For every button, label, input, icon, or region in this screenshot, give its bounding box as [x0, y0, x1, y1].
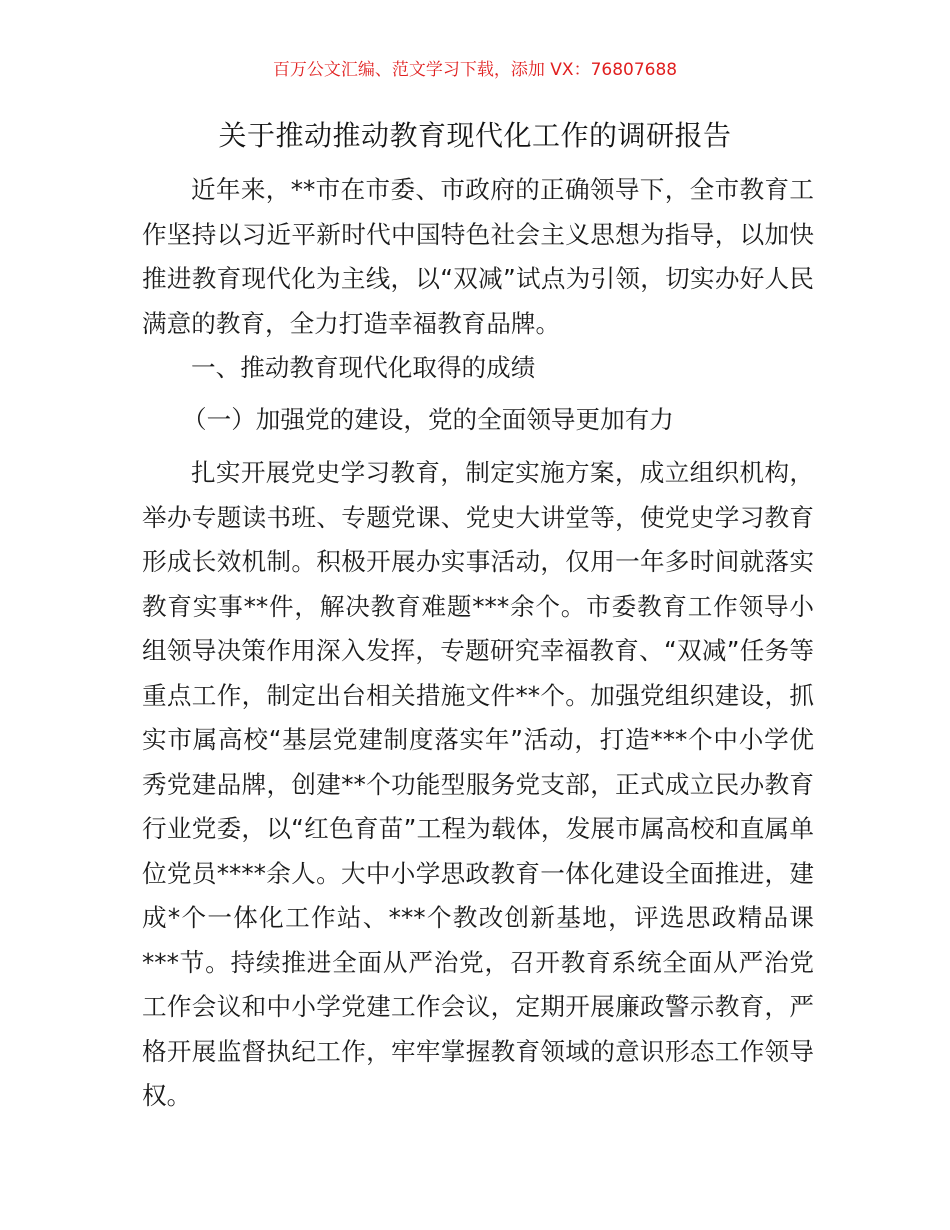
- subsection-heading-1: （一）加强党的建设，党的全面领导更加有力: [182, 405, 674, 434]
- subsection-1-body: 扎实开展党史学习教育，制定实施方案，成立组织机构，举办专题读书班、专题党课、党史大讲堂等，使党史学习教育形成长效机制。积极开展办实事活动，仅用一年多时间就落实教育实事**件，解决教育难题***余个。市委教育工作领导小组领导决策作用深入发挥，专题研究幸福教育、“双减”任务等重点工作，制定出台相关措施文件**个。加强党组织建设，抓实市属高校“基层党建制度落实年”活动，打造***个中小学优秀党建品牌，创建**个功能型服务党支部，正式成立民办教育行业党委，以“红色育苗”工程为载体，发展市属高校和直属单位党员****余人。大中小学思政教育一体化建设全面推进，建成*个一体化工作站、***个教改创新基地，评选思政精品课***节。持续推进全面从严治党，召开教育系统全面从严治党工作会议和中小学党建工作会议，定期开展廉政警示教育，严格开展监督执纪工作，牢牢掌握教育领域的意识形态工作领导权。: [142, 458, 814, 1110]
- intro-paragraph: 近年来，**市在市委、市政府的正确领导下，全市教育工作坚持以习近平新时代中国特色社会主义思想为指导，以加快推进教育现代化为主线，以“双减”试点为引领，切实办好人民满意的教育，全力打造幸福教育品牌。: [142, 175, 814, 338]
- section-heading-1: 一、推动教育现代化取得的成绩: [191, 353, 536, 382]
- document-title: 关于推动推动教育现代化工作的调研报告: [218, 119, 732, 152]
- header-contact-note: 百万公文汇编、范文学习下载，添加 VX：76807688: [272, 60, 678, 80]
